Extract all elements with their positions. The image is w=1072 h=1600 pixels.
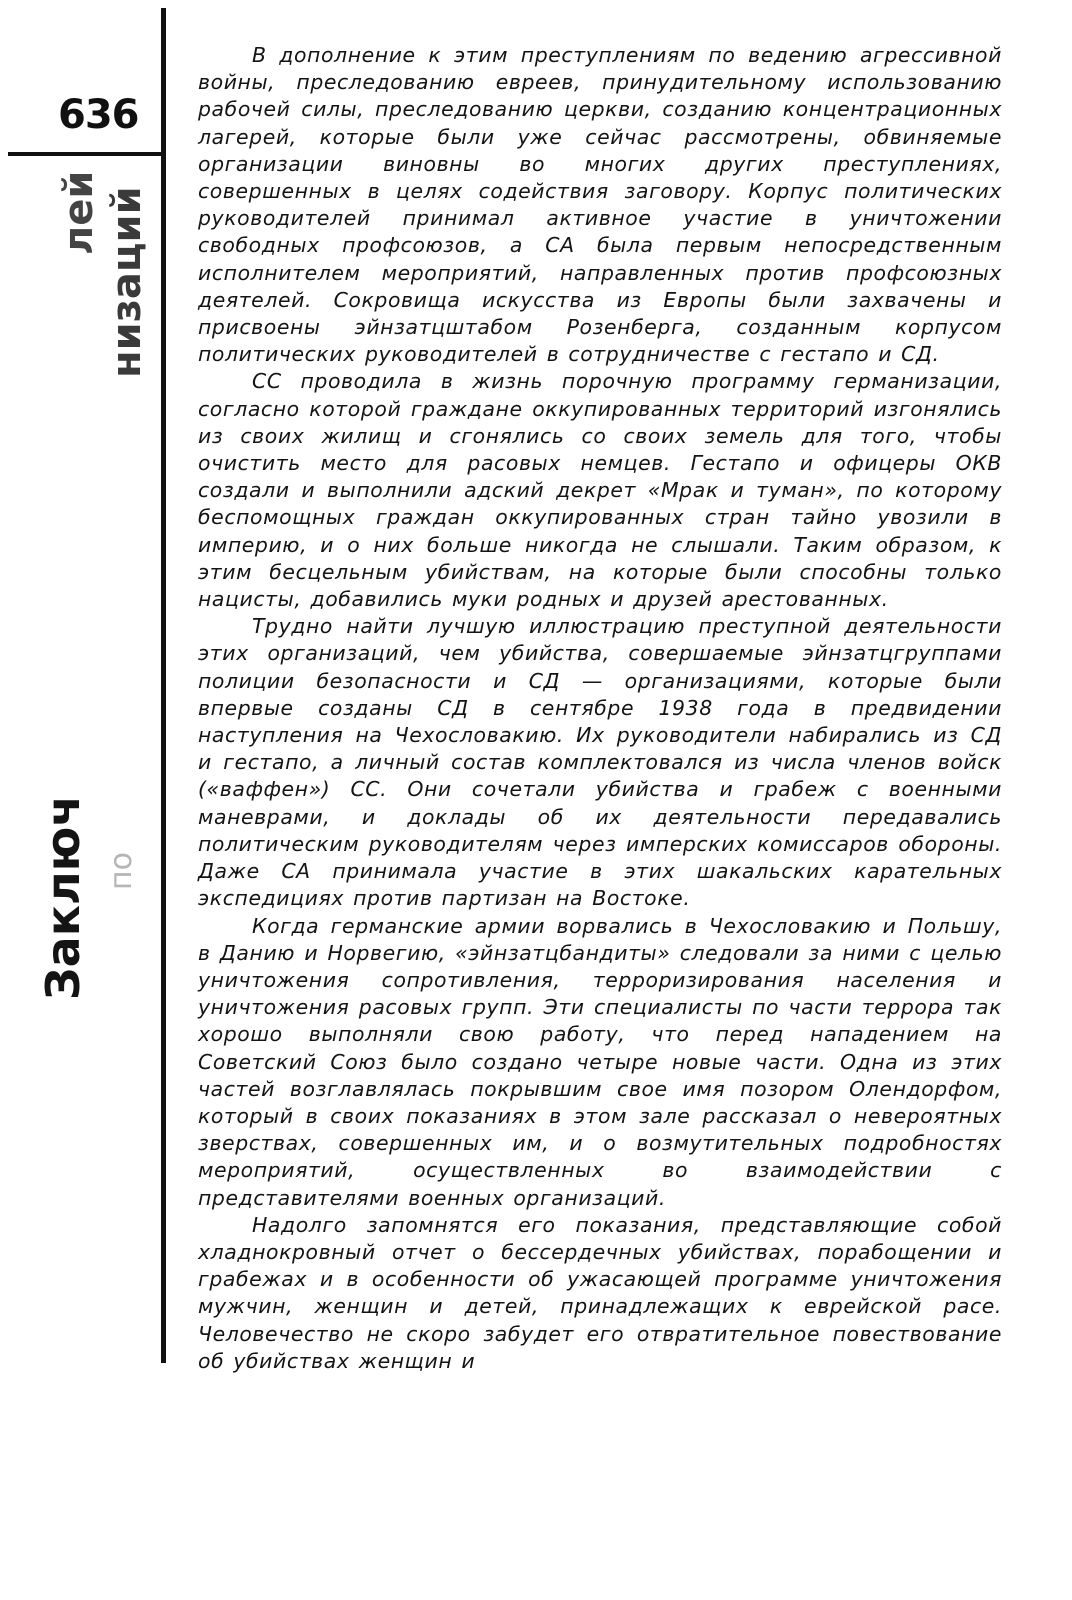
body-text	[198, 42, 1002, 1375]
paragraph-5: Надолго запомнятся его показания, представляющие собой хладнокровный отчет о бессердечных убийствах, порабощении и грабежах и в особенности об ужасающей программе уничтожения мужчин, женщин и детей, принадлежащих к еврейской расе. Человечество не скоро забудет его отвратительное повествование об убийствах женщин и	[198, 1212, 1002, 1373]
paragraph-3: Трудно найти лучшую иллюстрацию преступной деятельности этих организаций, чем убийства, совершаемые эйнзатцгруппами полиции безопасности и СД — организациями, которые были впервые созданы СД в сентябре 1938 года в предвидении наступления на Чехословакию. Их руководители набирались из СД и гестапо, а личный состав комплектовался из числа членов войск («ваффен») СС. Они сочетали убийства и грабеж с военными маневрами, и доклады об их деятельности передавались политическим руководителям через имперских комиссаров обороны. Даже СА принимала участие в этих шакальских карательных экспедициях против партизан на Востоке.	[198, 614, 1002, 911]
header-rule	[8, 152, 166, 156]
page-margin	[0, 0, 168, 1600]
running-head-bottom-line-1: Заключ	[36, 795, 90, 1000]
running-head-top-line-1: лей	[56, 170, 102, 255]
margin-rule	[161, 8, 166, 1363]
paragraph-1: В дополнение к этим преступлениям по ведению агрессивной войны, преследованию евреев, принудительному использованию рабочей силы, преследованию церкви, созданию концентрационных лагерей, которые были уже сейчас рассмотрены, обвиняемые организации виновны во многих других преступлениях, совершенных в целях содействия заговору. Корпус политических руководителей принимал активное участие в уничтожении свободных профсоюзов, а СА была первым непосредственным исполнителем мероприятий, направленных против профсоюзных деятелей. Сокровища искусства из Европы были захвачены и присвоены эйнзатцштабом Розенберга, созданным корпусом политических руководителей в сотрудничестве с гестапо и СД.	[198, 43, 1002, 367]
paragraph-4: Когда германские армии ворвались в Чехословакию и Польшу, в Данию и Норвегию, «эйнзатцбандиты» следовали за ними с целью уничтожения сопротивления, терроризирования населения и уничтожения расовых групп. Эти специалисты по части террора так хорошо выполняли свою работу, что перед нападением на Советский Союз было создано четыре новые части. Одна из этих частей возглавлялась покрывшим свое имя позором Олендорфом, который в своих показаниях в этом зале рассказал о невероятных зверствах, совершенных им, и о возмутительных подробностях мероприятий, осуществленных во взаимодействии с представителями военных организаций.	[198, 913, 1002, 1210]
running-head-bottom-line-2: по	[104, 852, 139, 890]
paragraph-2: СС проводила в жизнь порочную программу германизации, согласно которой граждане оккупированных территорий изгонялись из своих жилищ и сгонялись со своих земель для того, чтобы очистить место для расовых немцев. Гестапо и офицеры ОКВ создали и выполнили адский декрет «Мрак и туман», по которому беспомощных граждан оккупированных стран тайно увозили в империю, и о них больше никогда не слышали. Таким образом, к этим бесцельным убийствам, на которые были способны только нацисты, добавились муки родных и друзей арестованных.	[198, 369, 1002, 612]
running-head-top-line-2: низаций	[104, 186, 150, 378]
page-number: 636	[58, 92, 139, 138]
